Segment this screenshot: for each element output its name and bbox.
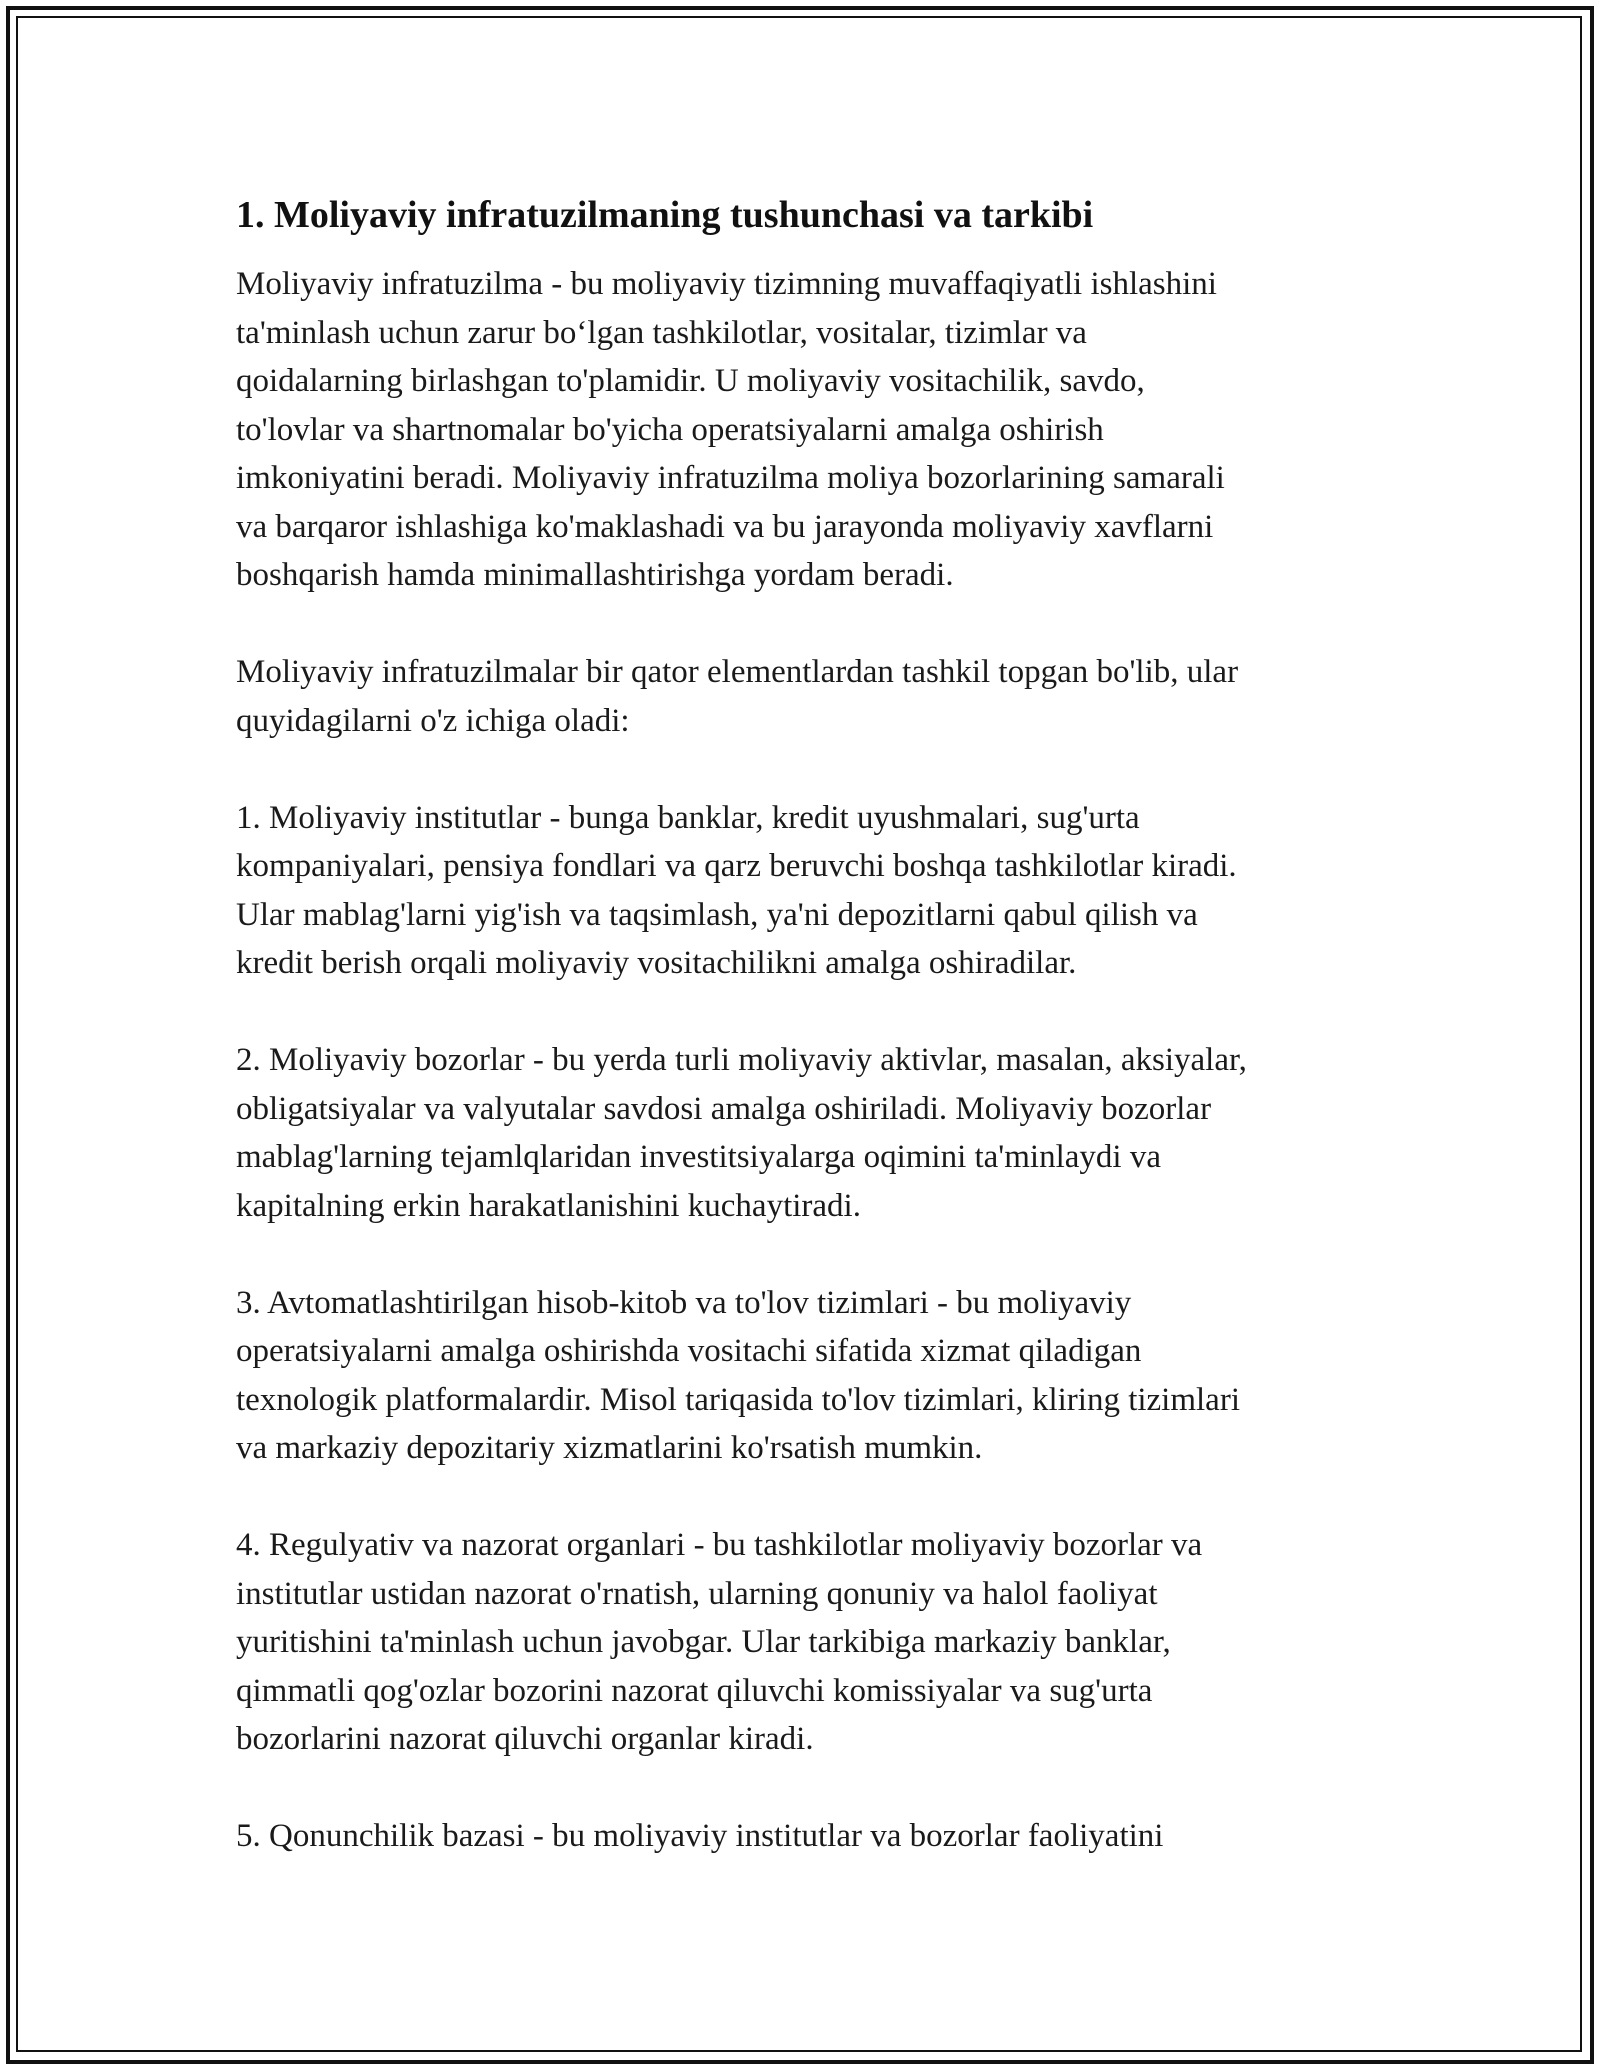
- list-item-legal-framework: 5. Qonunchilik bazasi - bu moliyaviy institutlar va bozorlar faoliyatini: [236, 1818, 1164, 1854]
- list-item-financial-institutions: 1. Moliyaviy institutlar - bunga banklar, kredit uyushmalari, sug'urta kompaniyalari, pensiya fondlari va qarz beruvchi boshqa tashkilotlar kiradi. Ular mablag'larni yig'ish va taqsimlash, ya'ni depozitlarni qabul qilish va kredit berish orqali moliyaviy vositachilikni amalga oshiradilar.: [236, 799, 1237, 981]
- paragraph-definition: Moliyaviy infratuzilma - bu moliyaviy tizimning muvaffaqiyatli ishlashini ta'minlash uchun zarur bo‘lgan tashkilotlar, vositalar, tizimlar va qoidalarning birlashgan to'plamidir. U moliyaviy vositachilik, savdo, to'lovlar va shartnomalar bo'yicha operatsiyalarni amalga oshirish imkoniyatini beradi. Moliyaviy infratuzilma moliya bozorlarining samarali va barqaror ishlashiga ko'maklashadi va bu jarayonda moliyaviy xavflarni boshqarish hamda minimallashtirishga yordam beradi.: [236, 266, 1225, 593]
- paragraph-elements-intro: Moliyaviy infratuzilmalar bir qator elementlardan tashkil topgan bo'lib, ular quyidagilarni o'z ichiga oladi:: [236, 654, 1239, 739]
- list-item-regulatory-bodies: 4. Regulyativ va nazorat organlari - bu tashkilotlar moliyaviy bozorlar va institutlar ustidan nazorat o'rnatish, ularning qonuniy va halol faoliyat yuritishini ta'minlash uchun javobgar. Ular tarkibiga markaziy banklar, qimmatli qog'ozlar bozorini nazorat qiluvchi komissiyalar va sug'urta bozorlarini nazorat qiluvchi organlar kiradi.: [236, 1527, 1203, 1757]
- list-item-financial-markets: 2. Moliyaviy bozorlar - bu yerda turli moliyaviy aktivlar, masalan, aksiyalar, obligatsiyalar va valyutalar savdosi amalga oshiriladi. Moliyaviy bozorlar mablag'larning tejamlqlaridan investitsiyalarga oqimini ta'minlaydi va kapitalning erkin harakatlanishini kuchaytiradi.: [236, 1042, 1247, 1224]
- document-page: [236, 190, 1376, 1861]
- section-heading: 1. Moliyaviy infratuzilmaning tushunchasi va tarkibi: [236, 194, 1094, 236]
- list-item-payment-systems: 3. Avtomatlashtirilgan hisob-kitob va to'lov tizimlari - bu moliyaviy operatsiyalarni amalga oshirishda vositachi sifatida xizmat qiladigan texnologik platformalardir. Misol tariqasida to'lov tizimlari, kliring tizimlari va markaziy depozitariy xizmatlarini ko'rsatish mumkin.: [236, 1284, 1240, 1466]
